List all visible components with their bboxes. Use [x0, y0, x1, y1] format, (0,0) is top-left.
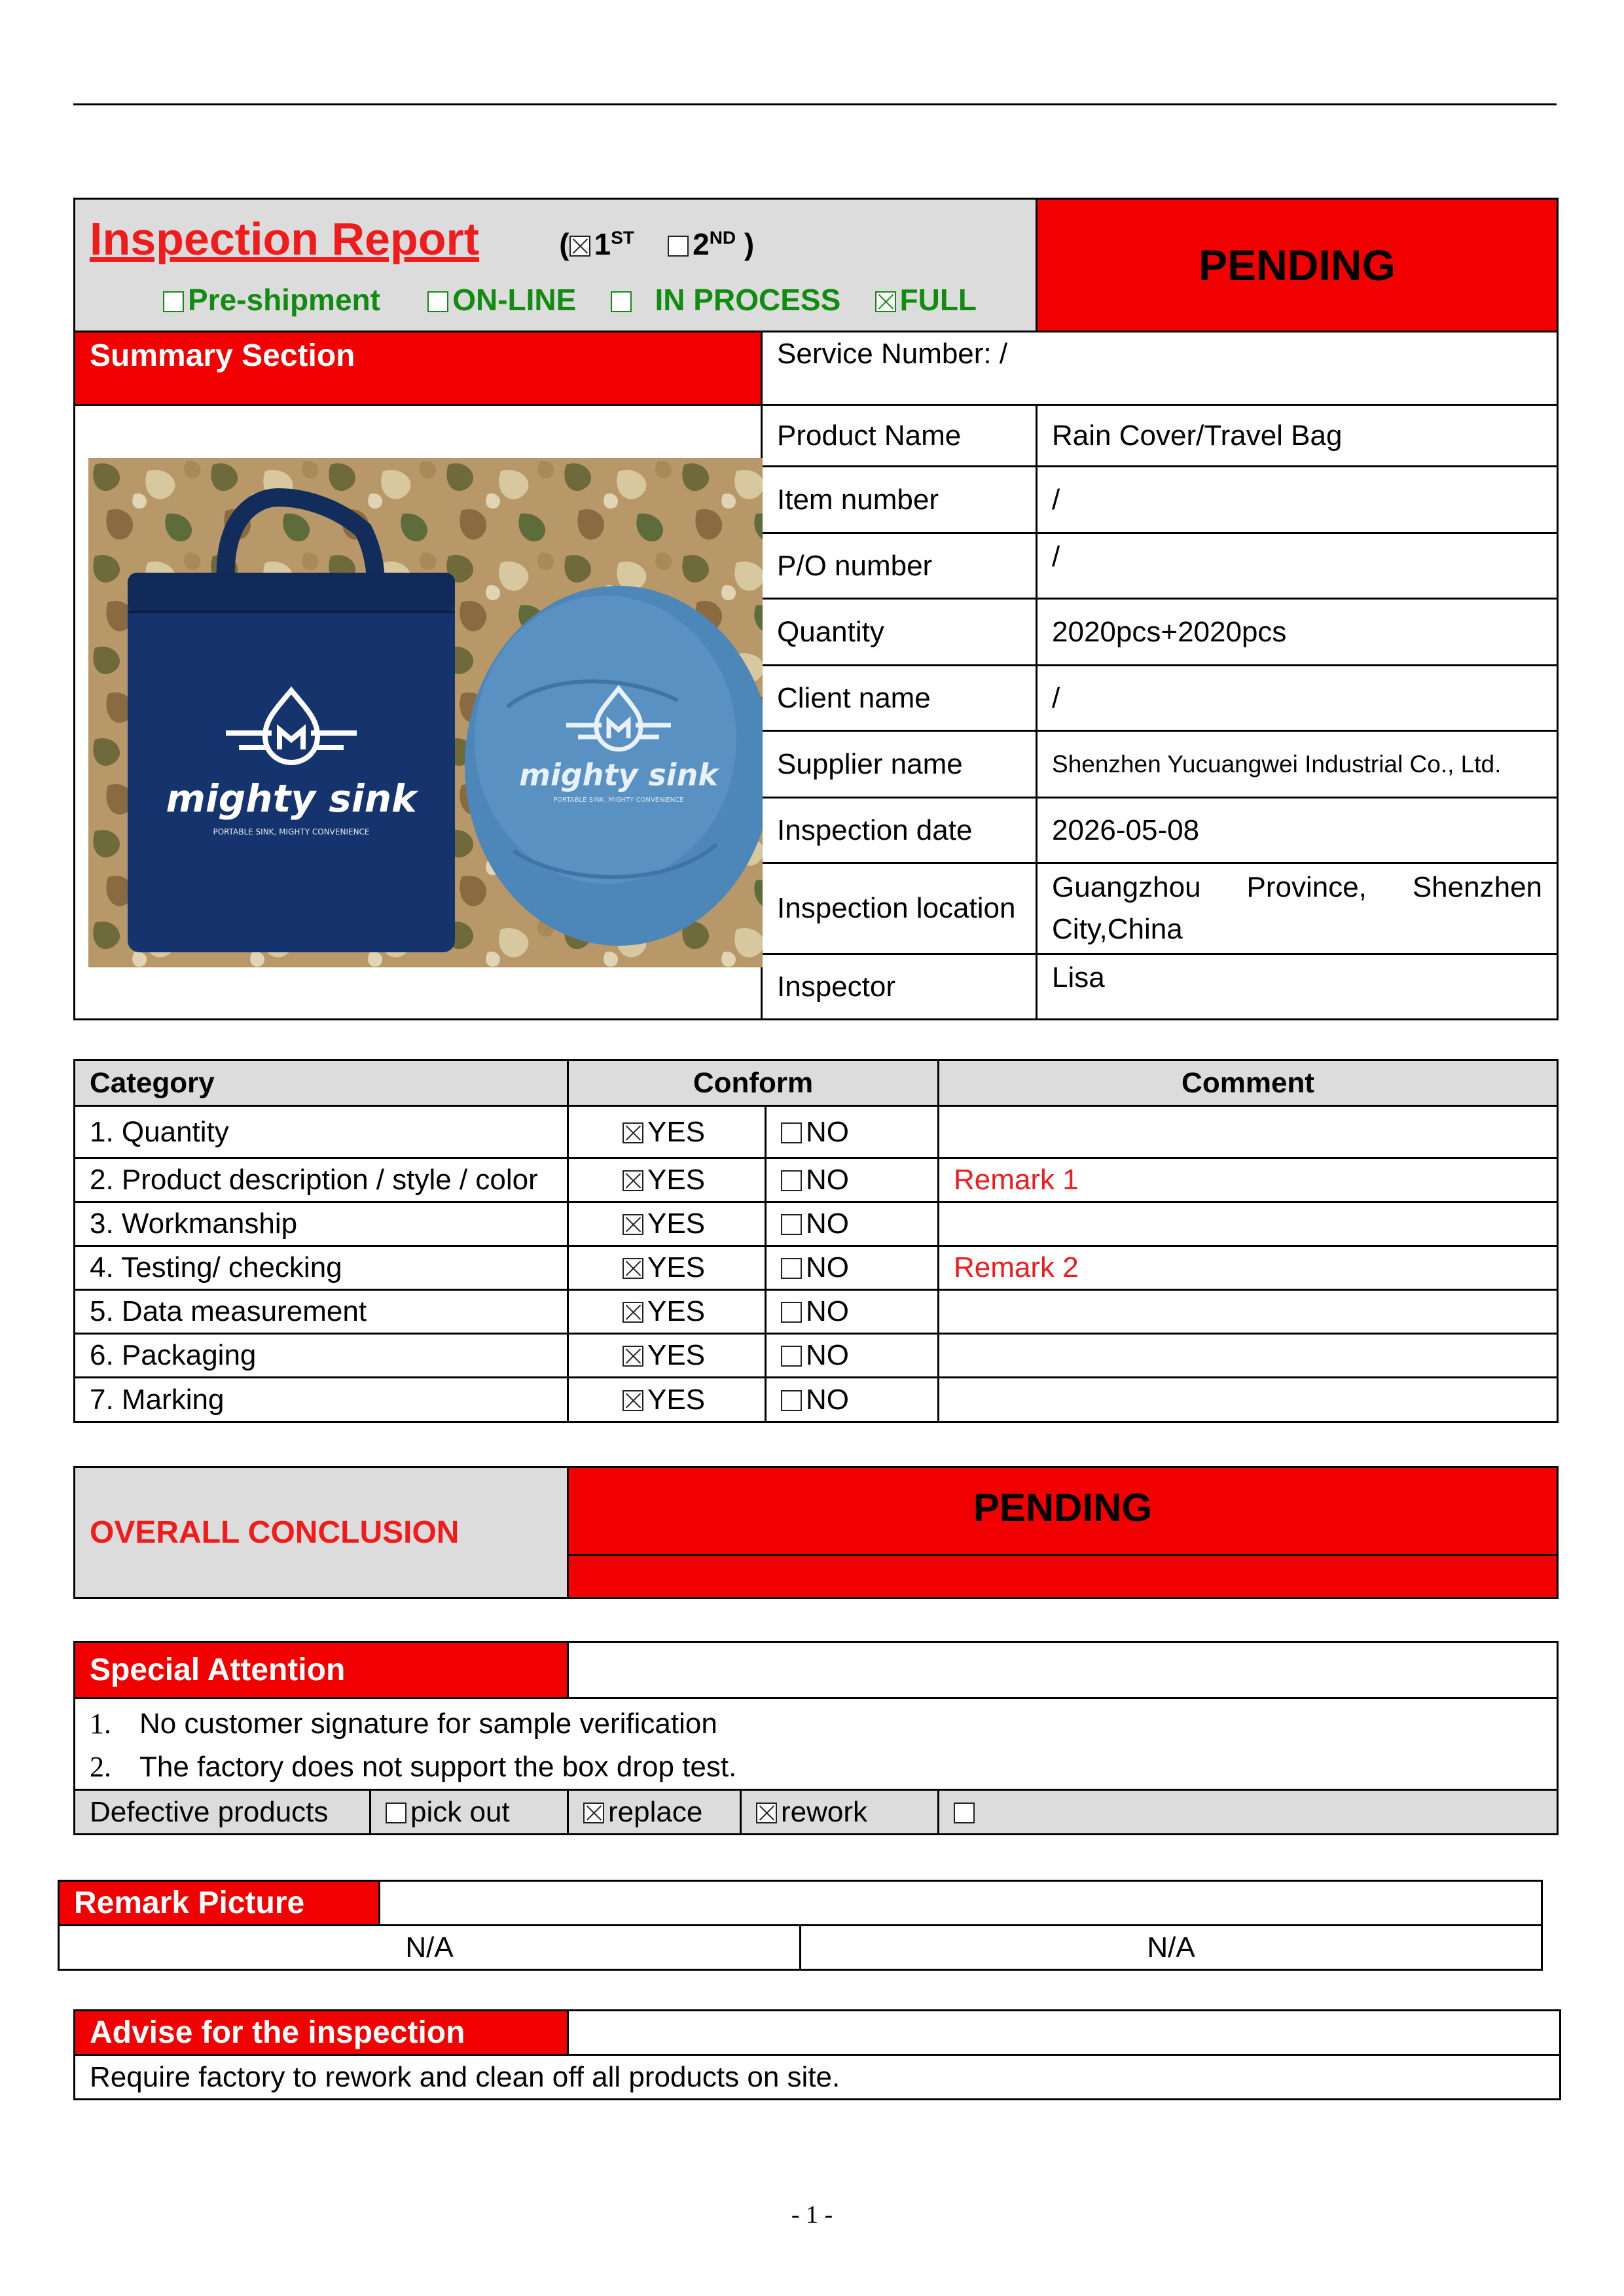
- list-item: [90, 1746, 1542, 1789]
- product-photo-svg: [88, 458, 763, 967]
- bag-tagline-text: PORTABLE SINK, MIGHTY CONVENIENCE: [213, 827, 370, 836]
- header-rule: [73, 103, 1557, 105]
- field-label-client-name: Client name: [762, 666, 1037, 731]
- field-label-inspection-location: Inspection location: [762, 863, 1037, 954]
- row-yes[interactable]: [568, 1158, 766, 1202]
- defective-products-label: Defective products: [75, 1790, 370, 1835]
- report-header-cell: [75, 199, 1037, 332]
- option-rework[interactable]: [741, 1790, 939, 1835]
- no-checkbox[interactable]: [781, 1170, 802, 1191]
- yes-checkbox[interactable]: [623, 1346, 643, 1367]
- round-2-sup: ND: [709, 227, 736, 248]
- field-label-product-name: Product Name: [762, 405, 1037, 467]
- round-2-checkbox[interactable]: [668, 236, 689, 257]
- remark-picture-right: N/A: [801, 1926, 1542, 1970]
- list-item-text: No customer signature for sample verification: [139, 1707, 717, 1740]
- field-label-inspection-date: Inspection date: [762, 798, 1037, 863]
- row-category: 2. Product description / style / color: [75, 1158, 568, 1202]
- table-row: [75, 1246, 1558, 1290]
- conclusion-table: [73, 1466, 1559, 1599]
- rework-checkbox[interactable]: [756, 1803, 777, 1823]
- conform-header-comment: Comment: [939, 1060, 1558, 1106]
- no-checkbox[interactable]: [781, 1302, 802, 1323]
- stage-full-label: FULL: [899, 283, 977, 317]
- yes-label: YES: [647, 1208, 706, 1240]
- row-no[interactable]: [766, 1378, 939, 1422]
- stage-preshipment-label: Pre-shipment: [188, 283, 380, 317]
- field-value-po-number: /: [1037, 533, 1558, 599]
- yes-label: YES: [647, 1339, 706, 1371]
- advise-table: [73, 2009, 1561, 2100]
- round-1-checkbox[interactable]: [569, 236, 590, 257]
- advise-title: Advise for the inspection: [75, 2011, 568, 2055]
- no-checkbox[interactable]: [781, 1214, 802, 1235]
- yes-checkbox[interactable]: [623, 1302, 643, 1323]
- row-yes[interactable]: [568, 1334, 766, 1378]
- row-category: 1. Quantity: [75, 1106, 568, 1158]
- field-value-inspection-location: Guangzhou Province, Shenzhen City,China: [1037, 863, 1558, 954]
- row-category: 7. Marking: [75, 1378, 568, 1422]
- field-label-item-number: Item number: [762, 467, 1037, 533]
- stage-inprocess[interactable]: [611, 283, 841, 317]
- row-category: 4. Testing/ checking: [75, 1246, 568, 1290]
- inspection-stage-options: [163, 282, 1021, 317]
- pick-out-label: pick out: [410, 1795, 510, 1828]
- row-no[interactable]: [766, 1334, 939, 1378]
- option-pick-out[interactable]: [370, 1790, 568, 1835]
- stage-full-checkbox[interactable]: [875, 291, 896, 312]
- advise-text: Require factory to rework and clean off all products on site.: [75, 2055, 1561, 2100]
- field-value-supplier-name: Shenzhen Yucuangwei Industrial Co., Ltd.: [1037, 731, 1558, 798]
- row-comment: Remark 1: [939, 1158, 1558, 1202]
- stage-preshipment[interactable]: [163, 283, 380, 317]
- row-comment: [939, 1378, 1558, 1422]
- stage-inprocess-checkbox[interactable]: [611, 291, 632, 312]
- page-number: - 1 -: [791, 2201, 833, 2229]
- row-comment: Remark 2: [939, 1246, 1558, 1290]
- product-photo-cell: [75, 405, 762, 1020]
- row-yes[interactable]: [568, 1106, 766, 1158]
- list-item-number: 1.: [90, 1707, 111, 1740]
- field-label-inspector: Inspector: [762, 954, 1037, 1020]
- stage-online-label: ON-LINE: [452, 283, 577, 317]
- pick-out-checkbox[interactable]: [386, 1803, 406, 1823]
- table-row: [75, 1334, 1558, 1378]
- row-comment: [939, 1290, 1558, 1334]
- special-attention-title: Special Attention: [75, 1642, 568, 1698]
- round-selector: ( 1ST 2ND ): [559, 227, 755, 261]
- special-attention-table: [73, 1641, 1559, 1835]
- field-value-quantity: 2020pcs+2020pcs: [1037, 599, 1558, 666]
- no-label: NO: [806, 1208, 849, 1240]
- yes-label: YES: [647, 1164, 706, 1196]
- no-checkbox[interactable]: [781, 1258, 802, 1279]
- no-label: NO: [806, 1164, 849, 1196]
- overall-conclusion-blank: [568, 1555, 1558, 1598]
- row-no[interactable]: [766, 1158, 939, 1202]
- table-row: [75, 1202, 1558, 1246]
- no-label: NO: [806, 1251, 849, 1283]
- report-title: Inspection Report: [90, 213, 480, 264]
- conform-table: [73, 1059, 1559, 1423]
- summary-section-title: Summary Section: [75, 332, 762, 405]
- row-no[interactable]: [766, 1246, 939, 1290]
- row-comment: [939, 1202, 1558, 1246]
- row-yes[interactable]: [568, 1290, 766, 1334]
- table-row: [75, 1290, 1558, 1334]
- remark-picture-blank: [380, 1881, 1542, 1926]
- round-1-label: 1: [594, 227, 611, 261]
- stage-online[interactable]: [427, 283, 576, 317]
- list-item-text: The factory does not support the box drop test.: [139, 1750, 737, 1783]
- special-attention-blank: [568, 1642, 1558, 1698]
- field-value-item-number: /: [1037, 467, 1558, 533]
- yes-label: YES: [647, 1251, 706, 1283]
- field-label-quantity: Quantity: [762, 599, 1037, 666]
- replace-checkbox[interactable]: [583, 1803, 604, 1823]
- no-checkbox[interactable]: [781, 1346, 802, 1367]
- round-1-sup: ST: [611, 227, 634, 248]
- cover-tagline-text: PORTABLE SINK, MIGHTY CONVENIENCE: [553, 797, 684, 804]
- yes-checkbox[interactable]: [623, 1122, 643, 1143]
- rework-label: rework: [781, 1795, 868, 1828]
- no-label: NO: [806, 1339, 849, 1371]
- cover-logo-text: mighty sink: [519, 757, 718, 793]
- row-yes[interactable]: [568, 1378, 766, 1422]
- overall-conclusion-label: OVERALL CONCLUSION: [75, 1467, 568, 1598]
- row-no[interactable]: [766, 1290, 939, 1334]
- row-category: 3. Workmanship: [75, 1202, 568, 1246]
- conform-header-conform: Conform: [568, 1060, 939, 1106]
- product-photo: [88, 458, 763, 967]
- remark-picture-title: Remark Picture: [59, 1881, 380, 1926]
- table-row: [75, 1158, 1558, 1202]
- conform-header-category: Category: [75, 1060, 568, 1106]
- row-yes[interactable]: [568, 1246, 766, 1290]
- other-checkbox[interactable]: [954, 1803, 975, 1823]
- row-no[interactable]: [766, 1106, 939, 1158]
- yes-label: YES: [647, 1115, 706, 1148]
- no-label: NO: [806, 1295, 849, 1327]
- summary-table: [73, 198, 1559, 1020]
- special-attention-list: [75, 1698, 1558, 1790]
- row-comment: [939, 1106, 1558, 1158]
- round-2-label: 2: [693, 227, 710, 261]
- status-badge: PENDING: [1037, 199, 1558, 332]
- service-number: Service Number: /: [762, 332, 1558, 405]
- field-value-inspector: Lisa: [1037, 954, 1558, 1020]
- row-category: 5. Data measurement: [75, 1290, 568, 1334]
- bag-logo-text: mighty sink: [166, 776, 417, 821]
- yes-checkbox[interactable]: [623, 1170, 643, 1191]
- row-yes[interactable]: [568, 1202, 766, 1246]
- yes-label: YES: [647, 1383, 706, 1416]
- stage-online-checkbox[interactable]: [427, 291, 448, 312]
- row-no[interactable]: [766, 1202, 939, 1246]
- yes-checkbox[interactable]: [623, 1214, 643, 1235]
- yes-checkbox[interactable]: [623, 1258, 643, 1279]
- list-item-number: 2.: [90, 1750, 111, 1783]
- field-value-client-name: /: [1037, 666, 1558, 731]
- yes-label: YES: [647, 1295, 706, 1327]
- field-label-po-number: P/O number: [762, 533, 1037, 599]
- field-value-inspection-date: 2026-05-08: [1037, 798, 1558, 863]
- advise-blank: [568, 2011, 1561, 2055]
- option-other[interactable]: [939, 1790, 1558, 1835]
- list-item: [90, 1702, 1542, 1746]
- no-label: NO: [806, 1115, 849, 1148]
- no-checkbox[interactable]: [781, 1390, 802, 1411]
- remark-picture-left: N/A: [59, 1926, 801, 1970]
- no-checkbox[interactable]: [781, 1122, 802, 1143]
- overall-conclusion-value: PENDING: [568, 1467, 1558, 1555]
- field-value-product-name: Rain Cover/Travel Bag: [1037, 405, 1558, 467]
- row-comment: [939, 1334, 1558, 1378]
- table-row: [75, 1378, 1558, 1422]
- row-category: 6. Packaging: [75, 1334, 568, 1378]
- stage-inprocess-label: IN PROCESS: [655, 283, 841, 317]
- remark-picture-table: [58, 1880, 1543, 1971]
- replace-label: replace: [608, 1795, 703, 1828]
- option-replace[interactable]: [568, 1790, 741, 1835]
- stage-preshipment-checkbox[interactable]: [163, 291, 184, 312]
- stage-full[interactable]: [875, 283, 977, 317]
- field-label-supplier-name: Supplier name: [762, 731, 1037, 798]
- no-label: NO: [806, 1383, 849, 1416]
- yes-checkbox[interactable]: [623, 1390, 643, 1411]
- table-row: [75, 1106, 1558, 1158]
